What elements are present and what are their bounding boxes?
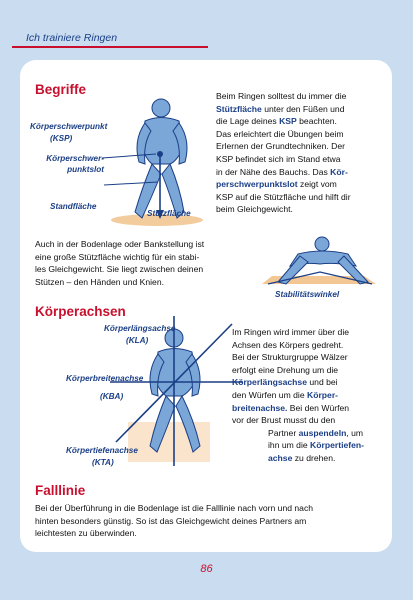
p3-line: den Würfen um die Körper- (232, 389, 339, 400)
p3-line: Partner auspendeln, um (268, 427, 364, 438)
term-kba-part2: breitenachse. (232, 402, 288, 413)
term-kspl-part2: perschwerpunktslot (216, 179, 298, 190)
paragraph-bodenlage (35, 238, 243, 288)
paragraph-falllinie (35, 502, 381, 540)
kta-label: Körpertiefenachse (66, 446, 138, 455)
section-title-begriffe: Begriffe (35, 82, 87, 97)
term-kba-part1: Körper- (307, 389, 339, 400)
stabilitaetswinkel-caption: Stabilitätswinkel (275, 290, 340, 299)
p3-line: ihn um die Körpertiefen- (268, 440, 365, 451)
term-kta-part1: Körpertiefen- (310, 440, 365, 451)
term-stuetzflaeche: Stützfläche (216, 103, 262, 114)
p1-line: die Lage deines KSP beachten. (216, 116, 337, 127)
p1-line: in der Nähe des Bauchs. Das Kör- (216, 166, 348, 177)
p4-line: hinten besonders günstig. So ist das Gleichgewicht deines Partners am (35, 515, 307, 526)
p3-line: achse zu drehen. (268, 452, 336, 463)
p1-line: beim Gleichgewicht. (216, 204, 293, 215)
running-header-title: Ich trainiere Ringen (26, 32, 118, 44)
p3-line: Körperlängsachse und bei (232, 377, 338, 388)
term-kla: Körperlängsachse (232, 377, 307, 388)
p3-line: Bei der Strukturgruppe Wälzer (232, 352, 348, 363)
header-rule (12, 46, 208, 48)
p3-line: Achsen des Körpers gedreht. (232, 339, 344, 350)
ksp-abbr: (KSP) (50, 134, 73, 143)
kneeling-head (315, 237, 329, 251)
term-kta-part2: achse (268, 452, 293, 463)
p1-line: perschwerpunktslot zeigt vom (216, 179, 337, 190)
p2-line: Auch in der Bodenlage oder Bankstellung ist (35, 239, 205, 249)
p2-line: les Gleichgewicht. Sie liegt zwischen deinen (35, 264, 204, 275)
stuetzflaeche-label: Stützfläche (147, 209, 191, 218)
p1-line: Erlernen der Grundtechniken. Der (216, 141, 345, 152)
p1-line: Stützfläche unter den Füßen und (216, 103, 345, 114)
kba-abbr: (KBA) (100, 392, 124, 401)
p1-line: Das erleichtert die Übungen beim (216, 128, 344, 139)
section-title-falllinie: Falllinie (35, 483, 86, 498)
page-number: 86 (200, 563, 213, 575)
running-header (12, 32, 212, 48)
p4-line: Bei der Überführung in die Bodenlage ist die Falllinie nach vorn und nach (35, 503, 314, 513)
p2-line: Stützen – den Händen und Knien. (35, 276, 165, 287)
p1-line: KSP befindet sich im Stand etwa (216, 153, 341, 164)
p1-line: Beim Ringen solltest du immer die (216, 91, 347, 101)
paragraph-koerperachsen (232, 326, 378, 465)
kba-label: Körperbreitenachse (66, 374, 144, 383)
p3-line: erfolgt eine Drehung um die (232, 364, 339, 375)
lot-label-line2: punktslot (67, 165, 104, 174)
term-ksp: KSP (279, 116, 297, 127)
ksp-label: Körperschwerpunkt (30, 122, 108, 131)
p3-line: breitenachse. Bei den Würfen (232, 402, 350, 413)
p1-line: KSP auf die Stützfläche und hilft dir (216, 191, 351, 202)
p3-line: Im Ringen wird immer über die (232, 327, 350, 337)
standflaeche-label: Standfläche (50, 202, 97, 211)
term-auspendeln: auspendeln (298, 427, 347, 438)
kla-label: Körperlängsachse (104, 324, 176, 333)
kla-abbr: (KLA) (126, 336, 149, 345)
p3-line: vor der Brust musst du den (232, 415, 336, 426)
p2-line: eine große Stützfläche wichtig für ein stabi- (35, 251, 200, 262)
term-kspl-part1: Kör- (330, 166, 348, 177)
p4-line: leichtesten zu überwinden. (35, 528, 137, 539)
content-card (20, 60, 392, 552)
lot-label-line1: Körperschwer- (46, 154, 104, 163)
paragraph-begriffe (216, 90, 379, 216)
wrestler-head (152, 99, 170, 117)
kta-abbr: (KTA) (92, 458, 114, 467)
section-title-koerperachsen: Körperachsen (35, 304, 126, 319)
figure-kneeling-wrestler (248, 232, 388, 292)
